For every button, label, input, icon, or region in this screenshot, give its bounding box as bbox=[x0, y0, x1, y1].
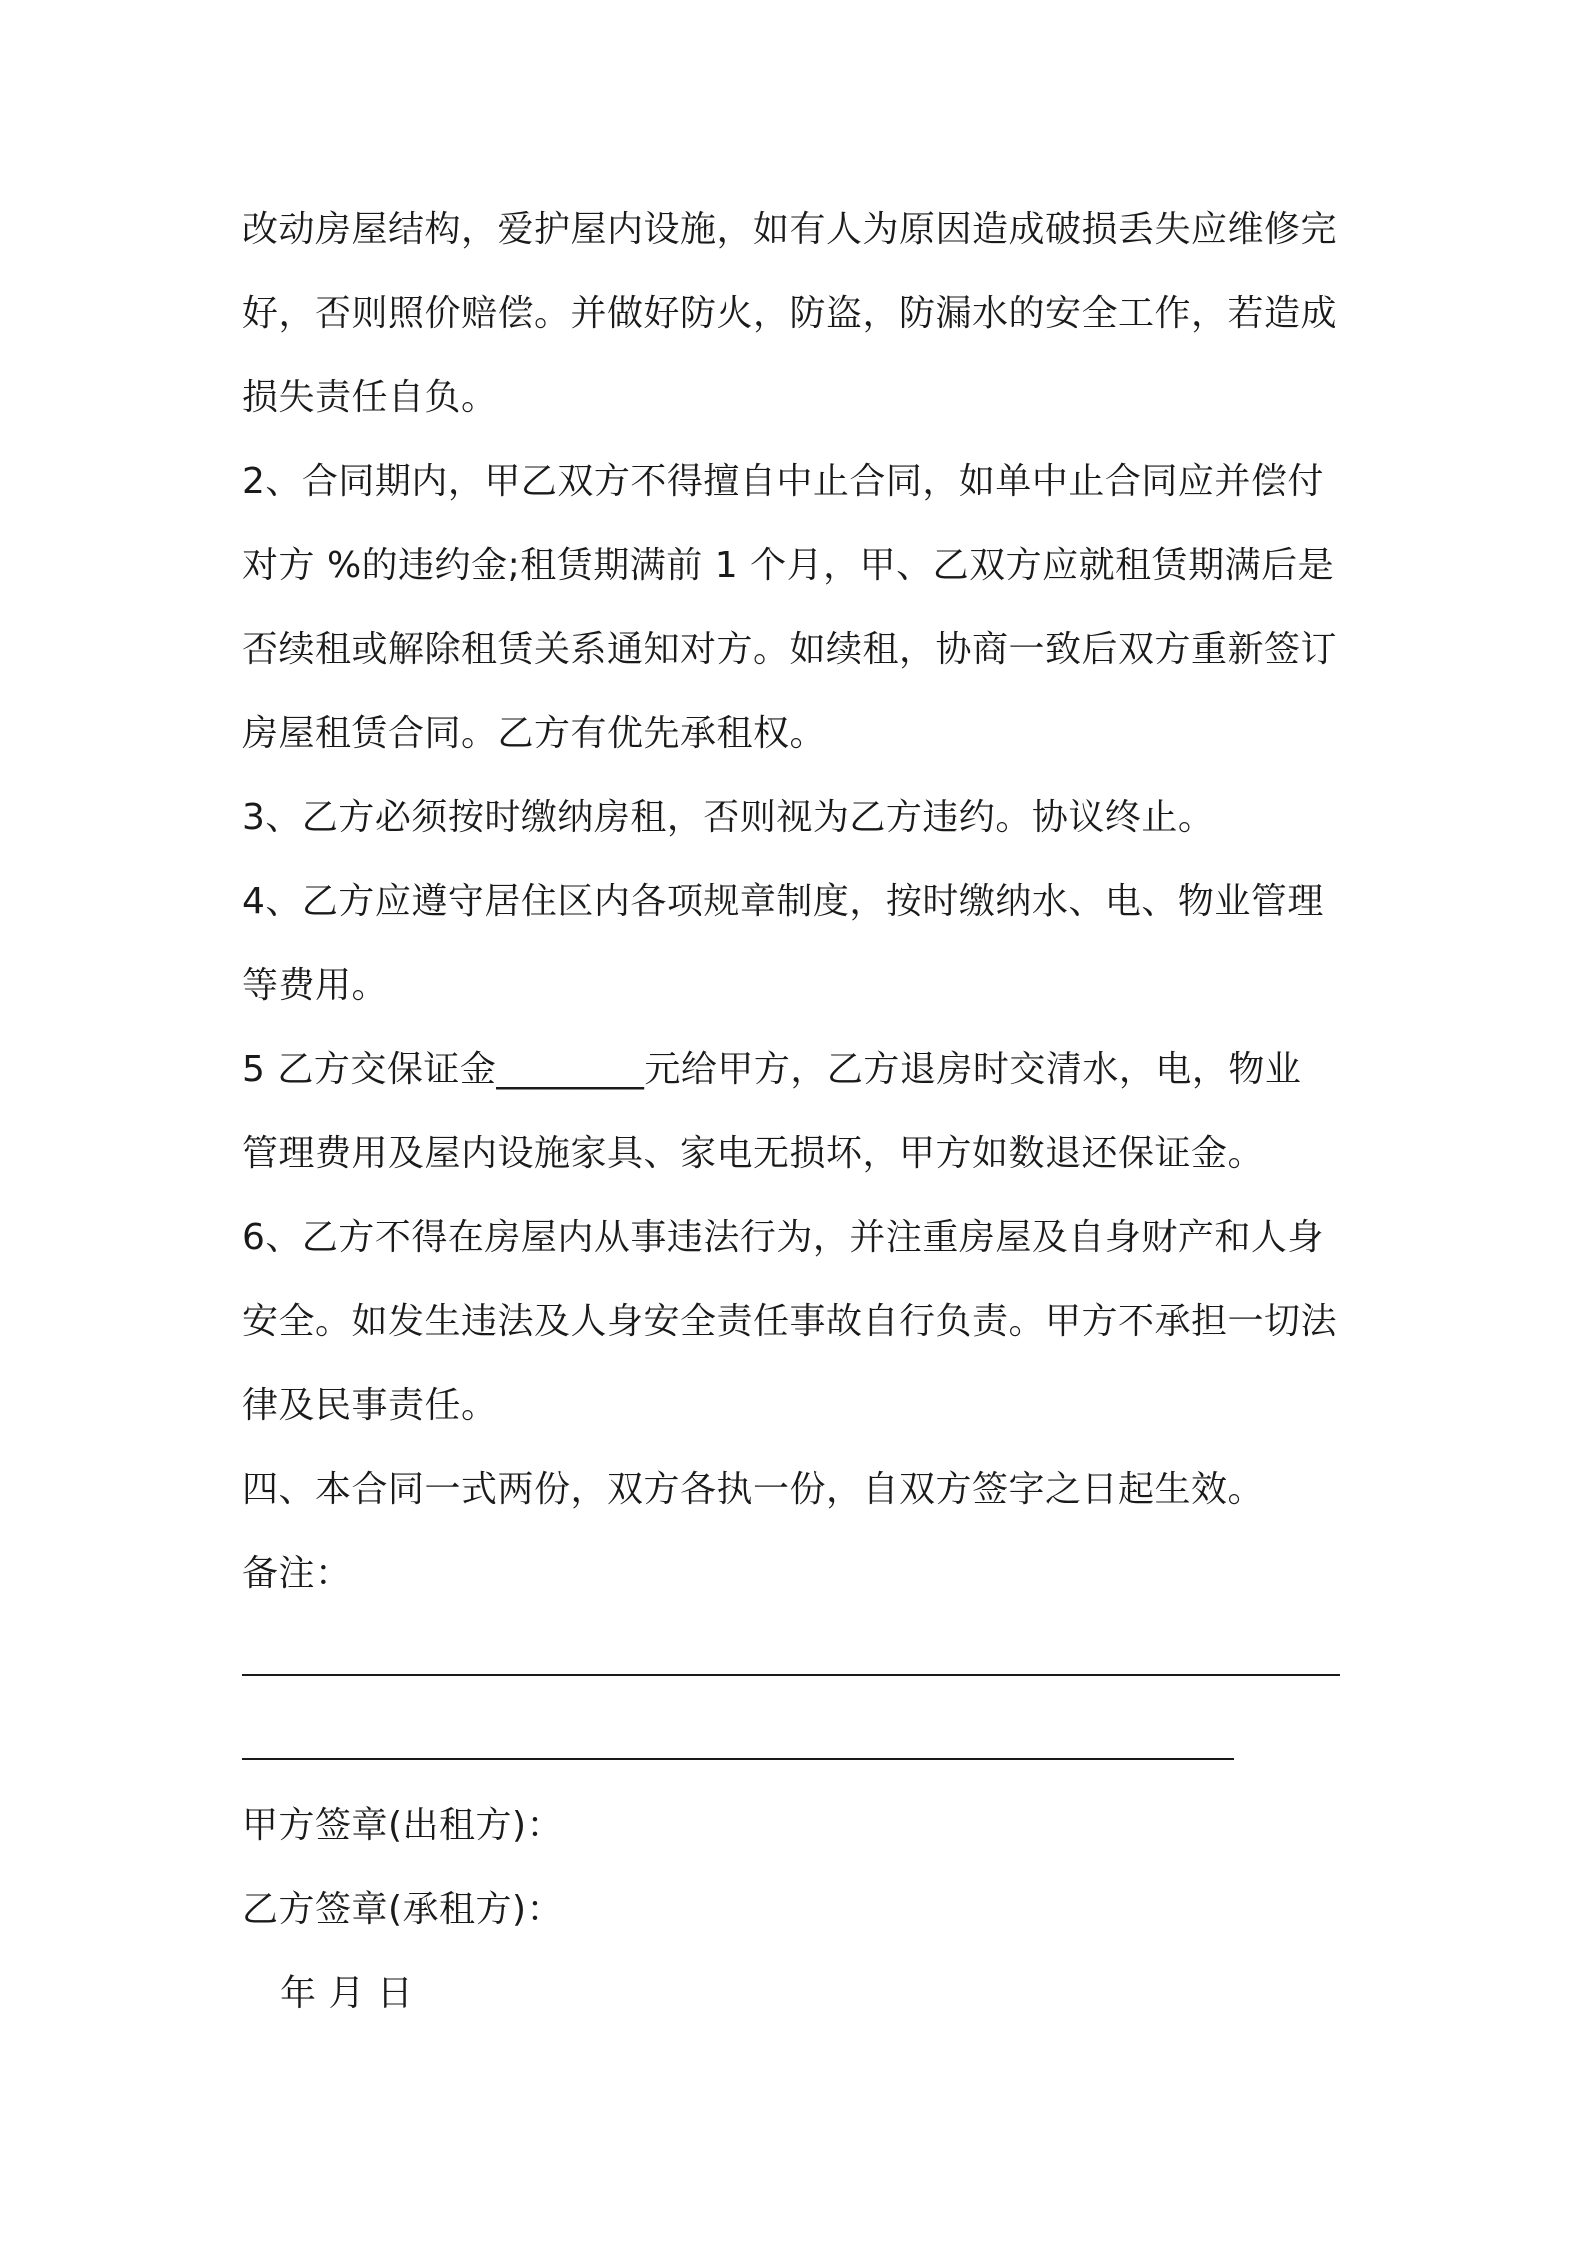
text-line: 房屋租赁合同。乙方有优先承租权。 bbox=[242, 713, 827, 754]
text-line: 安全。如发生违法及人身安全责任事故自行负责。甲方不承担一切法 bbox=[242, 1301, 1338, 1342]
text-line: 4、乙方应遵守居住区内各项规章制度，按时缴纳水、电、物业管理 bbox=[242, 881, 1324, 922]
text-line: 对方 %的违约金;租赁期满前 1 个月，甲、乙双方应就租赁期满后是 bbox=[242, 545, 1335, 586]
text-line: 6、乙方不得在房屋内从事违法行为，并注重房屋及自身财产和人身 bbox=[242, 1217, 1324, 1258]
remarks-label: 备注： bbox=[242, 1553, 352, 1594]
remarks-blank-line bbox=[242, 1758, 1234, 1760]
text-line: 改动房屋结构，爱护屋内设施，如有人为原因造成破损丢失应维修完 bbox=[242, 209, 1338, 250]
date-line: 年 月 日 bbox=[280, 1973, 414, 2014]
party-b-signature-label: 乙方签章(承租方)： bbox=[242, 1889, 564, 1930]
text-line: 好，否则照价赔偿。并做好防火，防盗，防漏水的安全工作，若造成 bbox=[242, 293, 1338, 334]
text-line: 管理费用及屋内设施家具、家电无损坏，甲方如数退还保证金。 bbox=[242, 1133, 1265, 1174]
text-line: 否续租或解除租赁关系通知对方。如续租，协商一致后双方重新签订 bbox=[242, 629, 1338, 670]
text-line: 3、乙方必须按时缴纳房租，否则视为乙方违约。协议终止。 bbox=[242, 797, 1215, 838]
text-line: 损失责任自负。 bbox=[242, 377, 498, 418]
text-line: 等费用。 bbox=[242, 965, 389, 1006]
remarks-blank-line bbox=[242, 1674, 1340, 1676]
text-line: 四、本合同一式两份，双方各执一份，自双方签字之日起生效。 bbox=[242, 1469, 1265, 1510]
text-line: 2、合同期内，甲乙双方不得擅自中止合同，如单中止合同应并偿付 bbox=[242, 461, 1324, 502]
text-line: 5 乙方交保证金________元给甲方，乙方退房时交清水，电，物业 bbox=[242, 1049, 1302, 1090]
party-a-signature-label: 甲方签章(出租方)： bbox=[242, 1805, 564, 1846]
text-line: 律及民事责任。 bbox=[242, 1385, 498, 1426]
